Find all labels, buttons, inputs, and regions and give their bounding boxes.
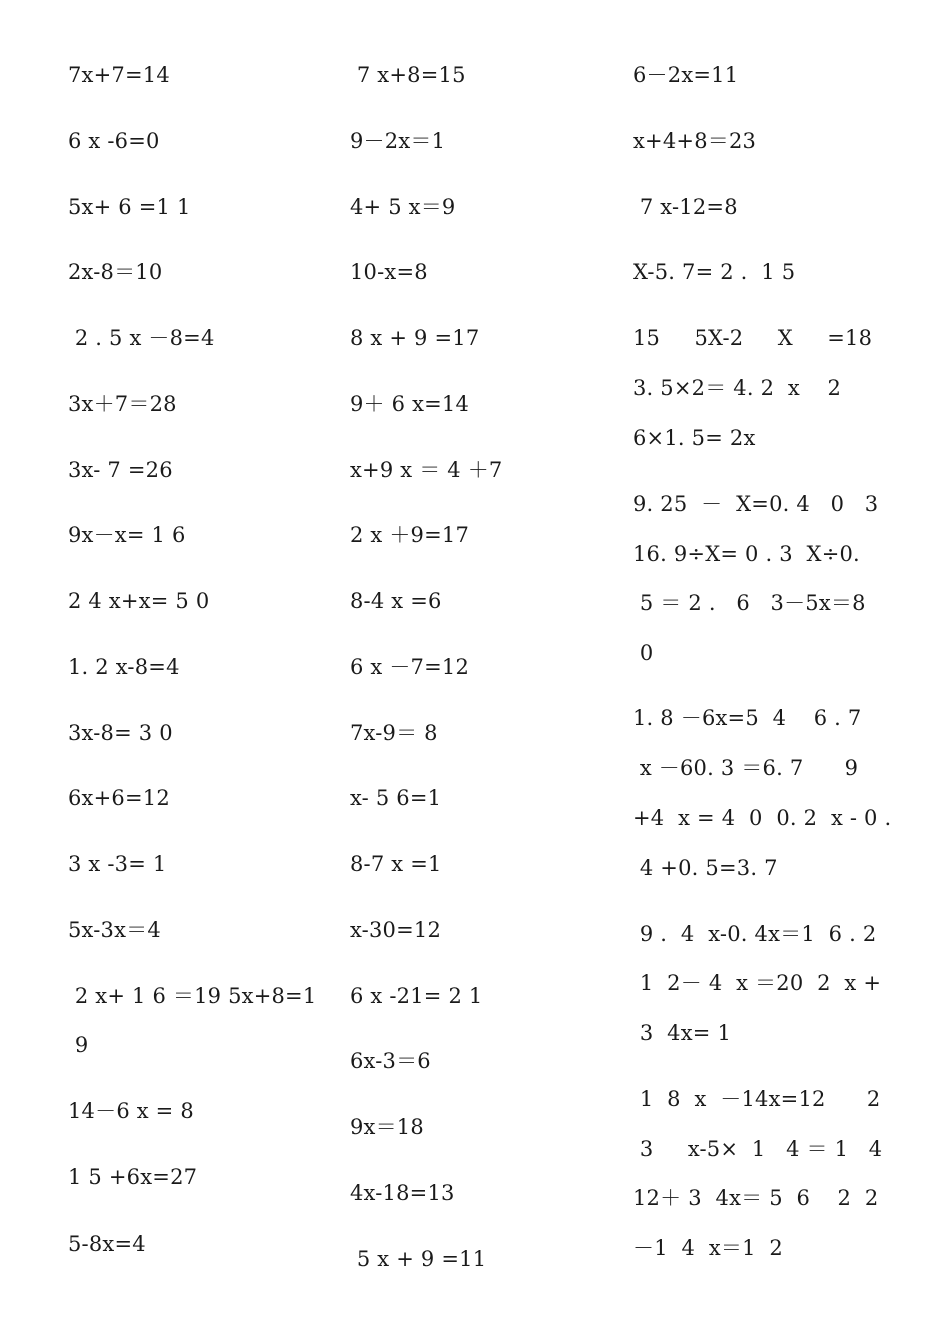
equation: 6 x －7=12 [350,655,470,679]
equation: 5x-3x＝4 [68,918,161,942]
equation: x+4+8＝23 [633,129,757,153]
equation: 1. 8 －6x=5 4 6 . 7 [633,706,862,730]
equation: 5x+ 6 =1 1 [68,195,191,219]
equation: 7x+7=14 [68,63,170,87]
equation-continuation: 9 [68,1033,89,1057]
equation: 6 x -21= 2 1 [350,984,483,1008]
equation: 6 x -6=0 [68,129,160,153]
equation-continuation: 3 4x= 1 [633,1021,732,1045]
equation: 5-8x=4 [68,1232,146,1256]
equation: 16. 9÷X= 0 . 3 X÷0. [633,542,860,566]
equation: 1 2－ 4 x ＝20 2 x + [633,971,882,995]
equation: 2 . 5 x －8=4 [68,326,215,350]
equation: 12＋ 3 4x＝ 5 6 2 2 [633,1186,879,1210]
equation: 4x-18=13 [350,1181,455,1205]
equation: 6×1. 5= 2x [633,426,756,450]
equation: x －60. 3 ＝6. 7 9 [633,756,859,780]
equation: 2x-8＝10 [68,260,163,284]
equation: 7 x+8=15 [350,63,466,87]
equation: 1. 2 x-8=4 [68,655,180,679]
equation: 9x－x= 1 6 [68,523,186,547]
equation: 15 5X-2 X =18 [633,326,873,350]
equation: 6x+6=12 [68,786,170,810]
equation: 10-x=8 [350,260,428,284]
equation: 2 x ＋9=17 [350,523,470,547]
equation-continuation: 0 [633,641,654,665]
equation: 3. 5×2＝ 4. 2 x 2 [633,376,842,400]
equation: 7x-9＝ 8 [350,721,438,745]
equation: x- 5 6=1 [350,786,442,810]
equation: 2 4 x+x= 5 0 [68,589,210,613]
equation: 3x- 7 =26 [68,458,173,482]
equation: 14－6 x = 8 [68,1099,194,1123]
equation: 8-7 x =1 [350,852,442,876]
equation: x+9 x ＝ 4 ＋7 [350,458,503,482]
equation: 3x-8= 3 0 [68,721,173,745]
equation: 3x＋7＝28 [68,392,177,416]
equation: 7 x-12=8 [633,195,738,219]
equation: 9. 25 － X=0. 4 0 3 [633,492,879,516]
equation: 8-4 x =6 [350,589,442,613]
equation: 3 x-5× 1 4 ＝ 1 4 [633,1137,883,1161]
equation: 1 8 x －14x=12 2 [633,1087,881,1111]
equation: 5 ＝ 2 . 6 3－5x＝8 [633,591,866,615]
equation: 4+ 5 x＝9 [350,195,456,219]
equation: 3 x -3= 1 [68,852,167,876]
equation-continuation: －1 4 x＝1 2 [633,1236,783,1260]
equation: 9 . 4 x-0. 4x＝1 6 . 2 [633,922,877,946]
equation: 5 x + 9 =11 [350,1247,487,1271]
equation: 9x＝18 [350,1115,424,1139]
equation: 9－2x＝1 [350,129,446,153]
equation: x-30=12 [350,918,442,942]
equation: 2 x+ 1 6 ＝19 5x+8=1 [68,984,317,1008]
equation: X-5. 7= 2 . 1 5 [633,260,796,284]
equation: 6－2x=11 [633,63,739,87]
equation: 1 5 +6x=27 [68,1165,198,1189]
equation: +4 x = 4 0 0. 2 x - 0 . [633,806,892,830]
equation: 8 x + 9 =17 [350,326,480,350]
equation: 6x-3＝6 [350,1049,431,1073]
equation-continuation: 4 +0. 5=3. 7 [633,856,778,880]
equation: 9＋ 6 x=14 [350,392,470,416]
